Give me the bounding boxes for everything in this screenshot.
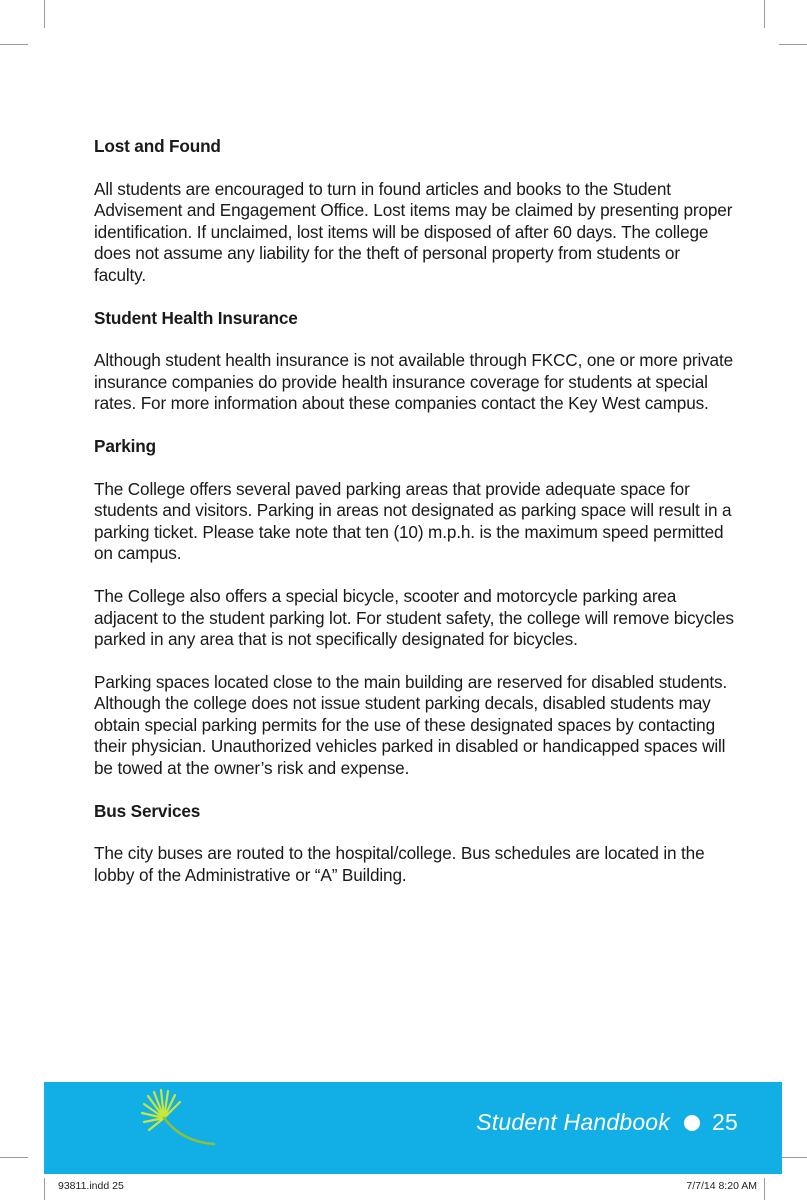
crop-mark [764,1178,765,1200]
page-number: 25 [712,1109,738,1135]
page-body [94,136,734,907]
footer-band [44,1082,782,1174]
crop-mark [0,44,28,45]
section-parking [94,436,734,780]
crop-mark [764,0,765,28]
handbook-title: Student Handbook [476,1109,671,1135]
section-heading: Parking [94,435,156,456]
section-lost-and-found [94,136,734,287]
bullet-dot-icon [684,1115,700,1131]
slug-timestamp: 7/7/14 8:20 AM [686,1180,757,1192]
crop-mark [44,0,45,28]
section-heading: Bus Services [94,800,201,821]
crop-mark [44,1178,45,1200]
footer-title-block [476,1109,738,1136]
paragraph: Although student health insurance is not available through FKCC, one or more private insurance companies do provide health insurance coverage for students at special rates. For more information about these companies contact the Key West campus. [94,350,733,414]
section-heading: Lost and Found [94,136,221,156]
paragraph: All students are encouraged to turn in found articles and books to the Student Advisement and Engagement Office. Lost items may be claimed by presenting proper identification. If unclaimed, lost items will be disposed of after 60 days. The college does not assume any liability for the theft of personal property from students or faculty. [94,178,733,285]
paragraph: Parking spaces located close to the main building are reserved for disabled students. Although the college does not issue student parking decals, disabled students may obtain special parking permits for the use of these designated spaces by contacting their physician. Unauthorized vehicles parked in disabled or handicapped spaces will be towed at the owner’s risk and expense. [94,671,728,779]
section-student-health-insurance [94,308,734,415]
slug-file-name: 93811.indd 25 [58,1180,124,1192]
crop-mark [779,1157,807,1158]
paragraph: The city buses are routed to the hospital/college. Bus schedules are located in the lobby of the Administrative or “A” Building. [94,843,705,885]
section-bus-services [94,801,734,887]
paragraph: The College offers several paved parking areas that provide adequate space for students and visitors. Parking in areas not designated as parking space will result in a parking ticket. Please take note that ten (10) m.p.h. is the maximum speed permitted on campus. [94,478,732,564]
crop-mark [779,44,807,45]
paragraph: The College also offers a special bicycle, scooter and motorcycle parking area adjacent to the student parking lot. For student safety, the college will remove bicycles parked in any area that is not specifically designated for bicycles. [94,585,734,650]
section-heading: Student Health Insurance [94,307,298,328]
palm-frond-logo-icon [134,1086,224,1150]
crop-mark [0,1157,28,1158]
